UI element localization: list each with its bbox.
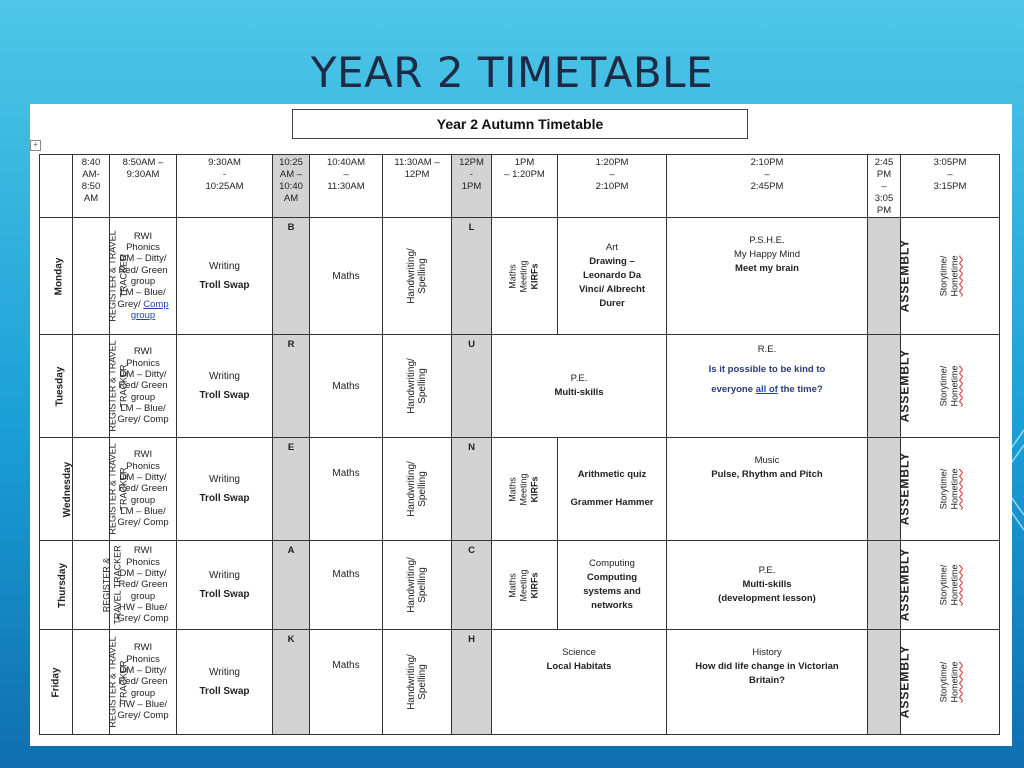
- writing-cell: Writing Troll Swap: [177, 218, 273, 335]
- assembly-cell: ASSEMBLY: [868, 335, 901, 438]
- time-header: 3:05PM – 3:15PM: [901, 155, 1000, 218]
- slide-title: YEAR 2 TIMETABLE: [310, 48, 714, 97]
- timetable-table: [39, 154, 1000, 735]
- maths-cell: Maths: [310, 335, 383, 438]
- handwriting-cell: Handwriting/ Spelling: [383, 630, 452, 735]
- register-cell: REGISTER & TRAVEL TRACKER: [73, 541, 110, 630]
- time-header: 2:10PM – 2:45PM: [667, 155, 868, 218]
- handwriting-cell: Handwriting/ Spelling: [383, 541, 452, 630]
- time-header: 10:25 AM – 10:40 AM: [273, 155, 310, 218]
- break-cell: E: [273, 438, 310, 541]
- maths-cell: Maths: [310, 218, 383, 335]
- computing-cell: Computing Computing systems and networks: [558, 541, 667, 630]
- handwriting-cell: Handwriting/ Spelling: [383, 438, 452, 541]
- storytime-cell: Storytime/ Hometime: [901, 630, 1000, 735]
- maths-cell: Maths: [310, 541, 383, 630]
- day-label: Tuesday: [40, 335, 73, 438]
- maths-cell: Maths: [310, 438, 383, 541]
- phonics-cell: RWI Phonics DM – Ditty/ Red/ Green group LM – Blue/ Grey/ Comp: [110, 335, 177, 438]
- maths-cell: Maths: [310, 630, 383, 735]
- day-row-friday: [40, 630, 1000, 735]
- lunch-cell: N: [452, 438, 492, 541]
- day-row-wednesday: [40, 438, 1000, 541]
- pe-cell: P.E. Multi-skills: [492, 335, 667, 438]
- phonics-cell: RWI Phonics DM – Ditty/ Red/ Green group LM – Blue/ Grey/ Comp group: [110, 218, 177, 335]
- time-header: 8:40 AM- 8:50 AM: [73, 155, 110, 218]
- time-header: 9:30AM - 10:25AM: [177, 155, 273, 218]
- arithmetic-cell: Arithmetic quiz Grammer Hammer: [558, 438, 667, 541]
- writing-cell: Writing Troll Swap: [177, 630, 273, 735]
- assembly-cell: ASSEMBLY: [868, 438, 901, 541]
- maths-meeting-cell: Maths Meeting KIRFs: [492, 541, 558, 630]
- day-row-monday: [40, 218, 1000, 335]
- assembly-cell: ASSEMBLY: [868, 630, 901, 735]
- time-header: 8:50AM – 9:30AM: [110, 155, 177, 218]
- timetable-document: [30, 104, 1012, 746]
- time-header: 2:45 PM – 3:05 PM: [868, 155, 901, 218]
- assembly-cell: ASSEMBLY: [868, 541, 901, 630]
- lunch-cell: H: [452, 630, 492, 735]
- music-cell: Music Pulse, Rhythm and Pitch: [667, 438, 868, 541]
- pshe-cell: P.S.H.E. My Happy Mind Meet my brain: [667, 218, 868, 335]
- register-cell: REGISTER & TRAVEL TRACKER: [73, 438, 110, 541]
- time-header: 1:20PM – 2:10PM: [558, 155, 667, 218]
- science-cell: Science Local Habitats: [492, 630, 667, 735]
- pe-cell: P.E. Multi-skills (development lesson): [667, 541, 868, 630]
- register-cell: REGISTER & TRAVEL TRACKER: [73, 218, 110, 335]
- time-header: 10:40AM – 11:30AM: [310, 155, 383, 218]
- lunch-cell: L: [452, 218, 492, 335]
- storytime-cell: Storytime/ Hometime: [901, 218, 1000, 335]
- re-cell: R.E. Is it possible to be kind to everyone all of the time?: [667, 335, 868, 438]
- maths-meeting-cell: Maths Meeting KIRFs: [492, 218, 558, 335]
- art-cell: Art Drawing – Leonardo Da Vinci/ Albrecht Durer: [558, 218, 667, 335]
- day-label: Friday: [40, 630, 73, 735]
- time-header-row: [40, 155, 1000, 218]
- storytime-cell: Storytime/ Hometime: [901, 335, 1000, 438]
- phonics-cell: RWI Phonics DM – Ditty/ Red/ Green group HW – Blue/ Grey/ Comp: [110, 541, 177, 630]
- writing-cell: Writing Troll Swap: [177, 438, 273, 541]
- break-cell: A: [273, 541, 310, 630]
- timetable-caption: Year 2 Autumn Timetable: [292, 109, 748, 139]
- storytime-cell: Storytime/ Hometime: [901, 541, 1000, 630]
- assembly-cell: ASSEMBLY: [868, 218, 901, 335]
- break-cell: K: [273, 630, 310, 735]
- writing-cell: Writing Troll Swap: [177, 335, 273, 438]
- time-header: 12PM - 1PM: [452, 155, 492, 218]
- handwriting-cell: Handwriting/ Spelling: [383, 335, 452, 438]
- lunch-cell: U: [452, 335, 492, 438]
- day-label: Monday: [40, 218, 73, 335]
- day-row-tuesday: [40, 335, 1000, 438]
- break-cell: B: [273, 218, 310, 335]
- break-cell: R: [273, 335, 310, 438]
- writing-cell: Writing Troll Swap: [177, 541, 273, 630]
- time-header: 1PM – 1:20PM: [492, 155, 558, 218]
- storytime-cell: Storytime/ Hometime: [901, 438, 1000, 541]
- register-cell: REGISTER & TRAVEL TRACKER: [73, 630, 110, 735]
- phonics-cell: RWI Phonics DM – Ditty/ Red/ Green group LM – Blue/ Grey/ Comp: [110, 438, 177, 541]
- history-cell: History How did life change in Victorian Britain?: [667, 630, 868, 735]
- corner-cell: [40, 155, 73, 218]
- handwriting-cell: Handwriting/ Spelling: [383, 218, 452, 335]
- table-move-handle-icon[interactable]: +: [30, 140, 41, 151]
- register-cell: REGISTER & TRAVEL TRACKER: [73, 335, 110, 438]
- lunch-cell: C: [452, 541, 492, 630]
- day-label: Thursday: [40, 541, 73, 630]
- day-label: Wednesday: [40, 438, 73, 541]
- maths-meeting-cell: Maths Meeting KIRFs: [492, 438, 558, 541]
- phonics-cell: RWI Phonics DM – Ditty/ Red/ Green group HW – Blue/ Grey/ Comp: [110, 630, 177, 735]
- time-header: 11:30AM – 12PM: [383, 155, 452, 218]
- day-row-thursday: [40, 541, 1000, 630]
